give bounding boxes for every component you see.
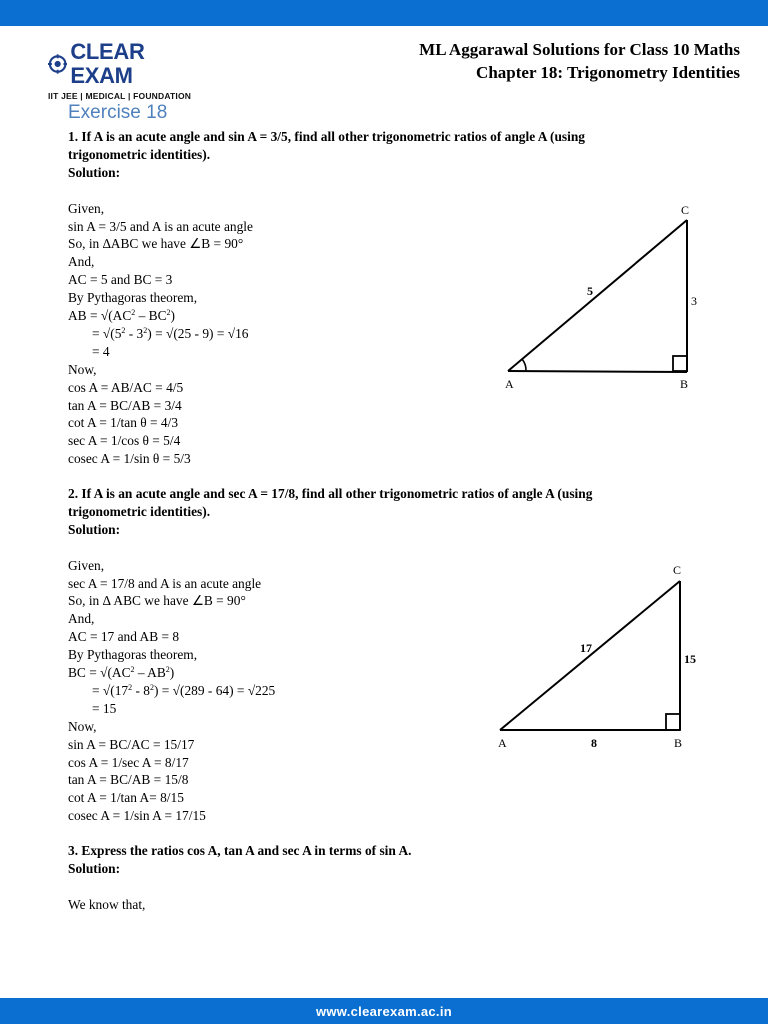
side-label: 3 bbox=[691, 294, 697, 308]
logo-text: CLEAR EXAM bbox=[70, 39, 145, 88]
side-label: 5 bbox=[587, 284, 593, 298]
pythagoras-result: = 4 bbox=[92, 343, 110, 359]
header-title-line2: Chapter 18: Trigonometry Identities bbox=[476, 63, 740, 82]
vertex-label: A bbox=[505, 377, 514, 391]
solution-label: Solution: bbox=[68, 860, 121, 876]
solution-line: Now, bbox=[68, 718, 97, 734]
solution-line: sin A = 3/5 and A is an acute angle bbox=[68, 218, 253, 234]
question-2-text-line1: 2. If A is an acute angle and sec A = 17/8, find all other trigonometric ratios of angle A (using bbox=[68, 486, 593, 501]
result-line: cosec A = 1/sin A = 17/15 bbox=[68, 808, 206, 824]
logo-tagline: IIT JEE | MEDICAL | FOUNDATION bbox=[48, 91, 192, 101]
logo-compass-icon bbox=[48, 54, 67, 74]
vertex-label: C bbox=[681, 203, 690, 217]
exercise-heading: Exercise 18 bbox=[68, 102, 168, 123]
header-title-line1: ML Aggarawal Solutions for Class 10 Maths bbox=[419, 40, 740, 59]
question-2-text-line2: trigonometric identities). bbox=[68, 503, 211, 519]
solution-line: And, bbox=[68, 611, 95, 627]
question-3-text: 3. Express the ratios cos A, tan A and sec A in terms of sin A. bbox=[68, 843, 412, 858]
pythagoras-equation: BC = $√(AC^2 - AB^2)$ bbox=[68, 665, 175, 681]
result-line: cot A = 1/tan A= 8/15 bbox=[68, 790, 184, 806]
question-1-text-line1: 1. If A is an acute angle and sin A = 3/5, find all other trigonometric ratios of angle A (using bbox=[68, 129, 586, 144]
side-label: 15 bbox=[684, 652, 696, 666]
solution-line: Now, bbox=[68, 361, 97, 377]
result-line: cot A = 1/tan θ = 4/3 bbox=[68, 415, 179, 431]
solution-line: By Pythagoras theorem, bbox=[68, 647, 198, 663]
logo bbox=[48, 40, 208, 101]
result-line: sin A = BC/AC = 15/17 bbox=[68, 736, 195, 752]
vertex-label: A bbox=[498, 736, 507, 750]
vertex-label: B bbox=[680, 377, 689, 391]
solution-line: Given, bbox=[68, 557, 105, 573]
side-label: 8 bbox=[591, 736, 597, 750]
solution-label: Solution: bbox=[68, 164, 121, 180]
result-line: sec A = 1/cos θ = 5/4 bbox=[68, 433, 181, 449]
result-line: cos A = 1/sec A = 8/17 bbox=[68, 754, 189, 770]
question-1-text-line2: trigonometric identities). bbox=[68, 146, 211, 162]
vertex-label: C bbox=[673, 563, 682, 577]
pythagoras-equation: AB = $√(AC^2 - BC^2)$ bbox=[68, 308, 175, 324]
question-3-block bbox=[68, 842, 678, 914]
solution-line: So, in ∆ ABC we have ∠B = 90° bbox=[68, 593, 246, 609]
pythagoras-result: = 15 bbox=[92, 700, 117, 716]
solution-line: AC = 17 and AB = 8 bbox=[68, 629, 180, 645]
solution-line: Given, bbox=[68, 200, 105, 216]
result-line: tan A = BC/AB = 3/4 bbox=[68, 397, 182, 413]
result-line: cosec A = 1/sin θ = 5/3 bbox=[68, 451, 191, 467]
footer-url-link[interactable]: www.clearexam.ac.in bbox=[315, 1003, 452, 1019]
triangle-figure-2 bbox=[490, 560, 710, 755]
top-bar bbox=[0, 0, 768, 26]
solution-line: So, in ∆ABC we have ∠B = 90° bbox=[68, 236, 244, 252]
solution-line: By Pythagoras theorem, bbox=[68, 290, 198, 306]
document-header bbox=[419, 38, 740, 84]
result-line: cos A = AB/AC = 4/5 bbox=[68, 379, 184, 395]
result-line: tan A = BC/AB = 15/8 bbox=[68, 772, 189, 788]
triangle-figure-1 bbox=[495, 198, 705, 398]
solution-line: And, bbox=[68, 254, 95, 270]
footer-bar bbox=[0, 998, 768, 1024]
solution-label: Solution: bbox=[68, 521, 121, 537]
pythagoras-step: = $√(17^2 - 8^2) = √(289 - 64) = √225$ bbox=[92, 682, 276, 698]
solution-line: We know that, bbox=[68, 896, 146, 912]
vertex-label: B bbox=[674, 736, 683, 750]
solution-line: AC = 5 and BC = 3 bbox=[68, 272, 173, 288]
solution-line: sec A = 17/8 and A is an acute angle bbox=[68, 575, 262, 591]
side-label: 17 bbox=[580, 641, 592, 655]
pythagoras-step: = $√(5^2 - 3^2) = √(25 - 9) = √16$ bbox=[92, 325, 249, 341]
